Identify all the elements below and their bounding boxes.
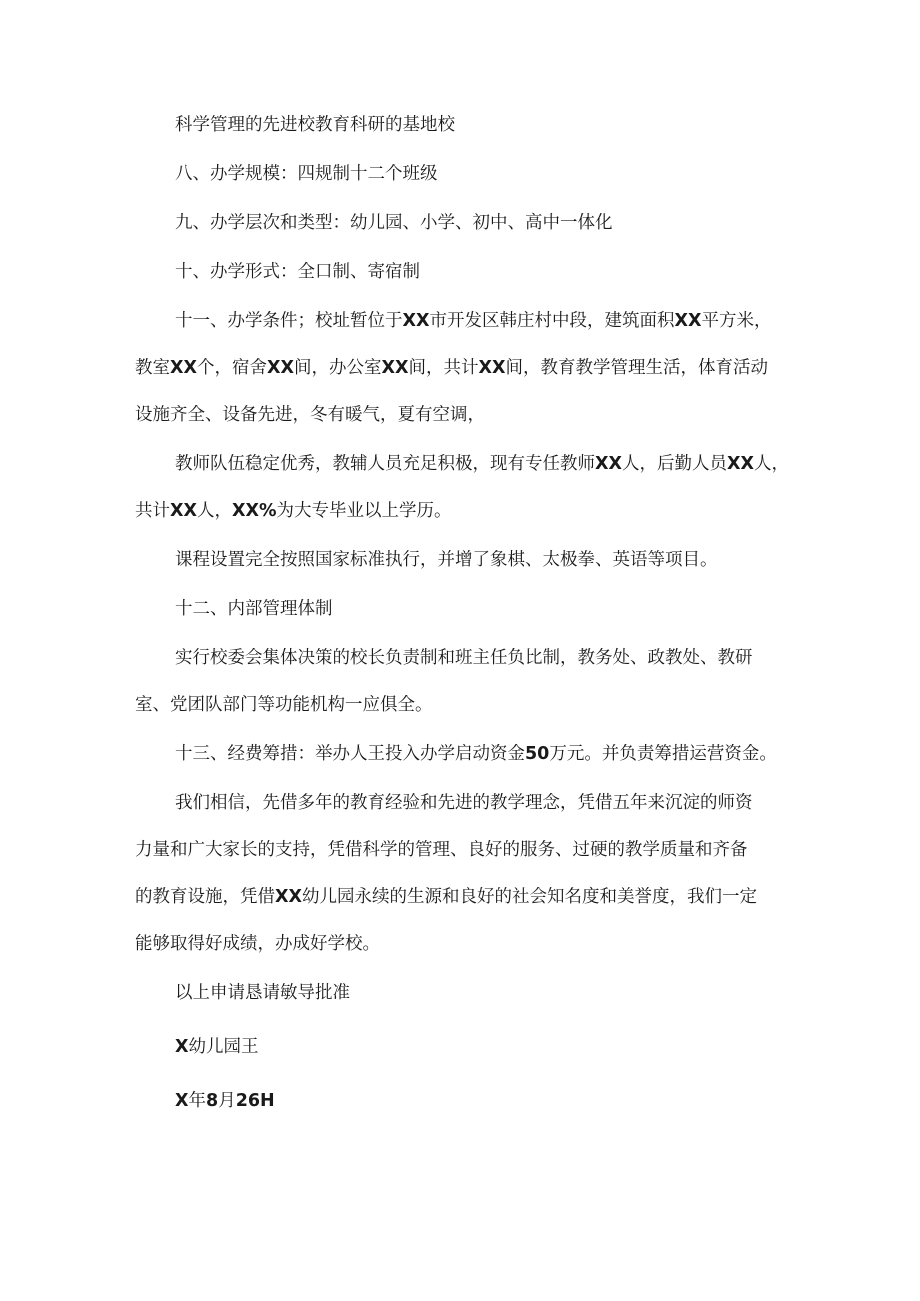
text-line-12: 实行校委会集体决策的校长负责制和班主任负比制，教务处、政教处、教研 xyxy=(175,648,753,668)
text-line-8: 教师队伍稳定优秀，教辅人员充足积极，现有专任教师XX人，后勤人员XX人， xyxy=(175,454,789,474)
text-line-7: 设施齐全、设备先进，冬有暖气，夏有空调， xyxy=(135,405,485,425)
text-line-19: 以上申请恳请敏导批准 xyxy=(175,983,350,1003)
text-line-11: 十二、内部管理体制 xyxy=(175,599,333,619)
text-line-2: 八、办学规模：四规制十二个班级 xyxy=(175,164,438,184)
text-line-15: 我们相信，先借多年的教育经验和先进的教学理念，凭借五年来沉淀的师资 xyxy=(175,793,753,813)
text-line-9: 共计XX人，XX%为大专毕业以上学历。 xyxy=(135,501,452,521)
text-line-17: 的教育设施，凭借XX幼儿园永续的生源和良好的社会知名度和美誉度，我们一定 xyxy=(135,887,757,907)
text-line-13: 室、党团队部门等功能机构一应俱全。 xyxy=(135,695,433,715)
text-line-6: 教室XX个，宿舍XX间，办公室XX间，共计XX间，教育教学管理生活，体育活动 xyxy=(135,358,768,378)
text-line-16: 力量和广大家长的支持，凭借科学的管理、良好的服务、过硬的教学质量和齐备 xyxy=(135,840,748,860)
text-line-1: 科学管理的先进校教育科研的基地校 xyxy=(175,115,455,135)
text-line-5: 十一、办学条件；校址暂位于XX市开发区韩庄村中段，建筑面积XX平方米， xyxy=(175,311,772,331)
text-line-4: 十、办学形式：全口制、寄宿制 xyxy=(175,262,420,282)
text-line-3: 九、办学层次和类型：幼儿园、小学、初中、高中一体化 xyxy=(175,213,613,233)
signature-date: X年8月26H xyxy=(175,1091,275,1111)
text-line-10: 课程设置完全按照国家标准执行，并增了象棋、太极拳、英语等项目。 xyxy=(175,550,718,570)
signature-org: X幼儿园王 xyxy=(175,1037,259,1057)
text-line-14: 十三、经费筹措：举办人王投入办学启动资金50万元。并负责筹措运营资金。 xyxy=(175,744,777,764)
text-line-18: 能够取得好成绩，办成好学校。 xyxy=(135,934,380,954)
